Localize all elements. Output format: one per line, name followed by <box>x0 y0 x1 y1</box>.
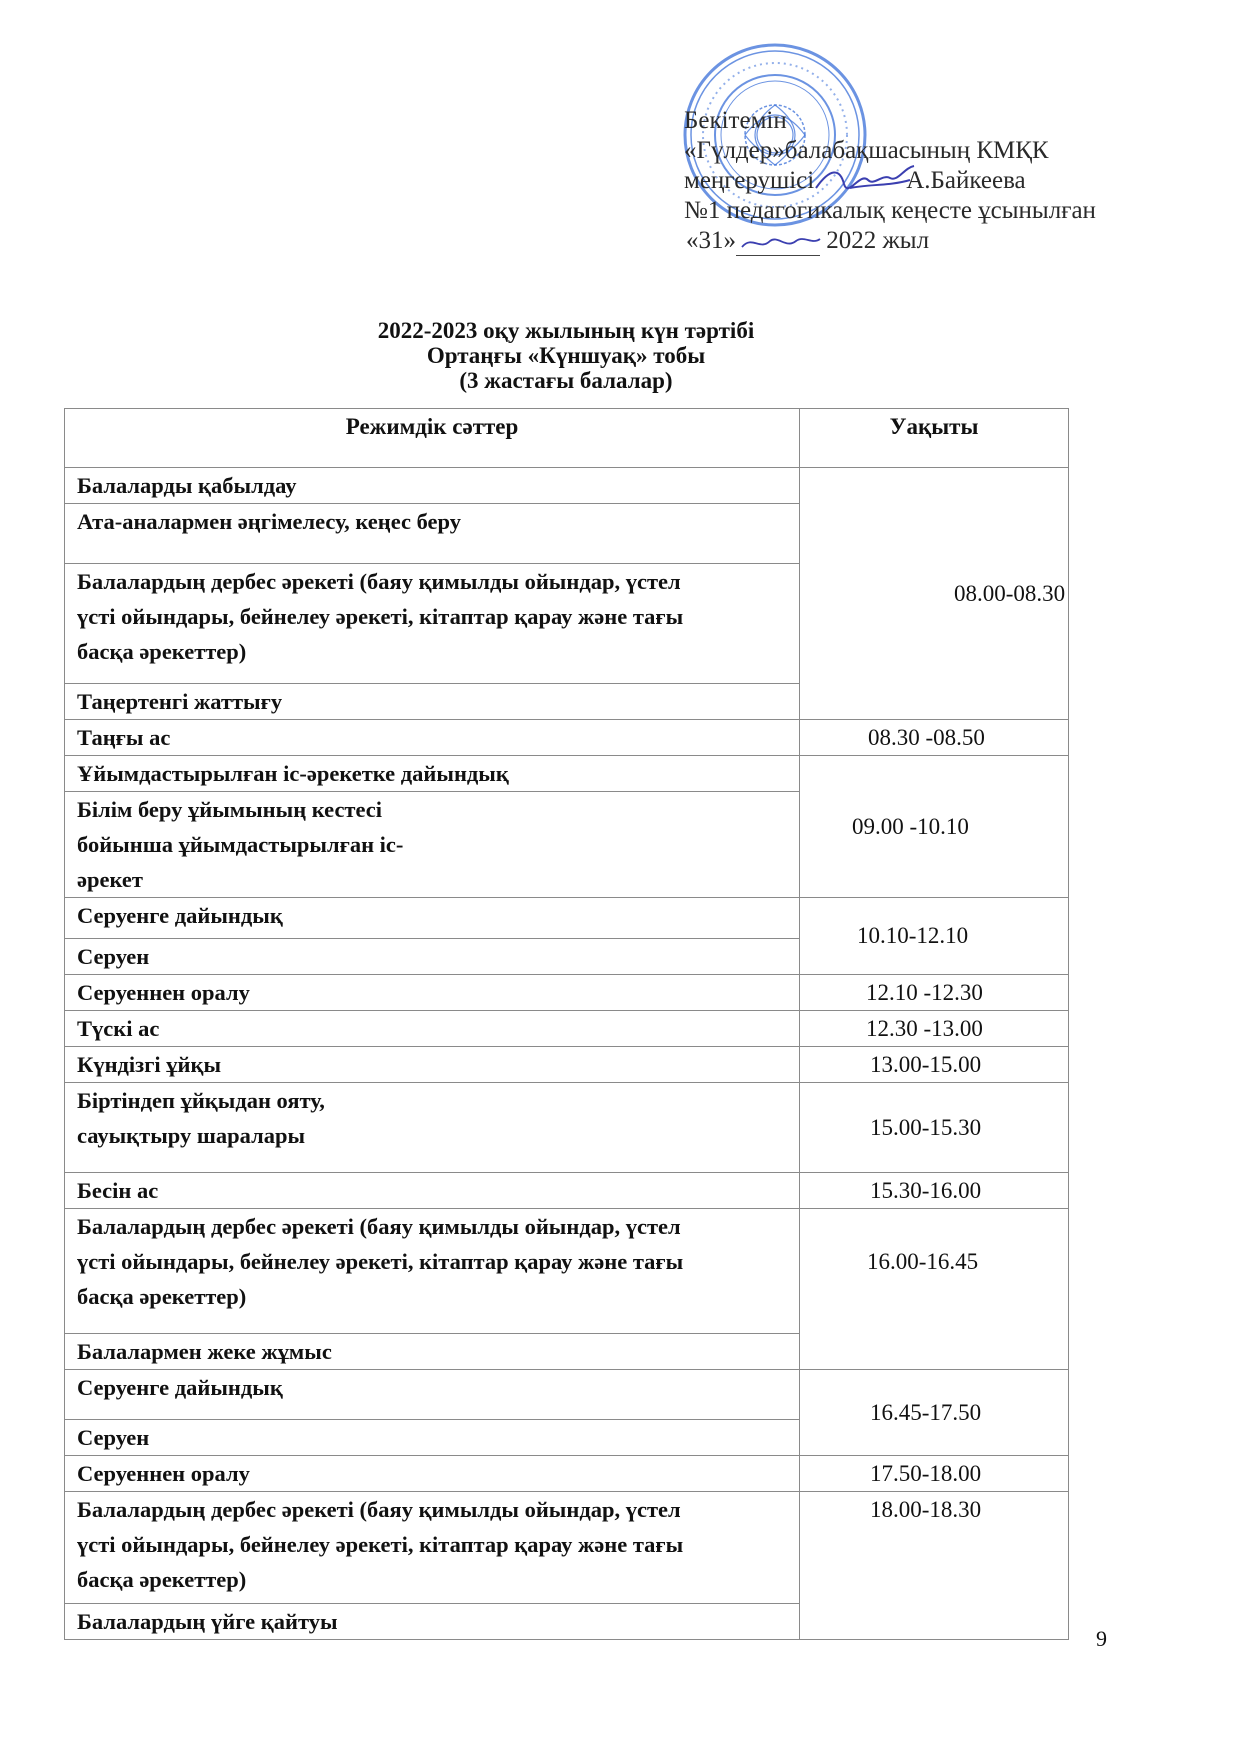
activity-cell <box>65 1492 800 1604</box>
header-time: Уақыты <box>800 409 1069 468</box>
time-cell <box>800 898 1069 975</box>
activity-cell: Күндізгі ұйқы <box>65 1047 800 1083</box>
heading-line-1: 2022-2023 оқу жылының күн тәртібі <box>377 318 755 343</box>
table-row <box>65 1370 1069 1420</box>
document-heading <box>64 318 1068 393</box>
activity-text: Балалардың дербес әрекеті (баяу қимылды ойындар, үстел үсті ойындары, бейнелеу әрекеті, кітаптар қарау және тағы басқа әрекеттер) <box>77 1214 684 1309</box>
activity-cell: Таңғы ас <box>65 720 800 756</box>
time-value: 16.00-16.45 <box>867 1249 979 1274</box>
time-cell <box>800 1083 1069 1173</box>
time-cell <box>800 1492 1069 1640</box>
time-value: 16.45-17.50 <box>870 1399 982 1425</box>
daily-schedule-table <box>64 408 1069 1640</box>
time-cell <box>800 1370 1069 1456</box>
time-cell <box>800 1456 1069 1492</box>
time-cell <box>800 756 1069 898</box>
table-row <box>65 1492 1069 1604</box>
approval-line-2: «Гүлдер»балабақшасының КМҚК <box>684 137 1049 164</box>
activity-text: Білім беру ұйымының кестесі бойынша ұйымдастырылған іс-әрекет <box>77 797 404 892</box>
activity-cell: Балалармен жеке жұмыс <box>65 1334 800 1370</box>
approval-line-5 <box>684 226 1096 256</box>
table-row <box>65 1011 1069 1047</box>
time-cell <box>800 468 1069 720</box>
approval-line-3 <box>684 166 1096 196</box>
header-activity: Режимдік сәттер <box>65 409 800 468</box>
activity-cell: Серуеннен оралу <box>65 975 800 1011</box>
table-row <box>65 720 1069 756</box>
activity-cell: Бесін ас <box>65 1173 800 1209</box>
time-cell <box>800 975 1069 1011</box>
table-row <box>65 1209 1069 1334</box>
heading-line-3: (3 жастағы балалар) <box>459 368 673 393</box>
approval-line-4: №1 педагогикалық кеңесте ұсынылған <box>684 197 1096 224</box>
signature <box>814 166 906 196</box>
time-value: 15.00-15.30 <box>870 1114 982 1140</box>
table-row <box>65 756 1069 792</box>
time-value: 15.30-16.00 <box>870 1177 982 1203</box>
activity-cell: Серуен <box>65 1420 800 1456</box>
table-row <box>65 1456 1069 1492</box>
approval-year: 2022 жыл <box>826 227 930 254</box>
table-row <box>65 1083 1069 1173</box>
approval-line-1: Бекітемін <box>684 107 787 134</box>
table-row <box>65 468 1069 504</box>
activity-cell: Таңертенгі жаттығу <box>65 684 800 720</box>
time-cell <box>800 1173 1069 1209</box>
approval-position: меңгерушісі <box>684 167 815 194</box>
time-cell <box>800 1209 1069 1370</box>
heading-line-2: Ортаңғы «Күншуақ» тобы <box>426 343 706 368</box>
activity-cell: Серуенге дайындық <box>65 1370 800 1420</box>
table-row <box>65 898 1069 939</box>
activity-cell: Серуеннен оралу <box>65 1456 800 1492</box>
activity-cell <box>65 1209 800 1334</box>
approval-block <box>684 106 1096 256</box>
handwritten-month <box>736 233 820 256</box>
time-cell <box>800 1011 1069 1047</box>
time-cell <box>800 1047 1069 1083</box>
page-number: 9 <box>1096 1626 1107 1651</box>
activity-text: Біртіндеп ұйқыдан ояту, сауықтыру шаралары <box>77 1088 325 1148</box>
table-header-row <box>65 409 1069 468</box>
time-value: 18.00-18.30 <box>870 1497 982 1522</box>
activity-cell: Түскі ас <box>65 1011 800 1047</box>
activity-cell: Серуенге дайындық <box>65 898 800 939</box>
time-value: 17.50-18.00 <box>870 1460 982 1486</box>
activity-cell: Балалардың үйге қайтуы <box>65 1604 800 1640</box>
time-value: 09.00 -10.10 <box>852 813 969 839</box>
activity-text: Балалардың дербес әрекеті (баяу қимылды ойындар, үстел үсті ойындары, бейнелеу әрекеті, кітаптар қарау және тағы басқа әрекеттер) <box>77 569 684 664</box>
activity-cell: Ата-аналармен әңгімелесу, кеңес беру <box>65 504 800 564</box>
activity-cell: Серуен <box>65 939 800 975</box>
activity-cell: Ұйымдастырылған іс-әрекетке дайындық <box>65 756 800 792</box>
time-cell <box>800 720 1069 756</box>
time-value: 10.10-12.10 <box>857 923 969 948</box>
activity-cell <box>65 792 800 898</box>
table-row <box>65 975 1069 1011</box>
approval-day: «31» <box>686 227 736 254</box>
activity-cell: Балаларды қабылдау <box>65 468 800 504</box>
activity-cell <box>65 1083 800 1173</box>
table-row <box>65 1047 1069 1083</box>
activity-text: Балалардың дербес әрекеті (баяу қимылды ойындар, үстел үсті ойындары, бейнелеу әрекеті, кітаптар қарау және тағы басқа әрекеттер) <box>77 1497 684 1592</box>
time-value: 12.30 -13.00 <box>866 1015 983 1041</box>
approval-name: А.Байкеева <box>906 167 1026 194</box>
time-value: 08.30 -08.50 <box>868 724 985 750</box>
table-row <box>65 1173 1069 1209</box>
time-value: 08.00-08.30 <box>954 580 1066 606</box>
activity-cell <box>65 564 800 684</box>
time-value: 13.00-15.00 <box>870 1051 982 1077</box>
time-value: 12.10 -12.30 <box>866 979 983 1005</box>
